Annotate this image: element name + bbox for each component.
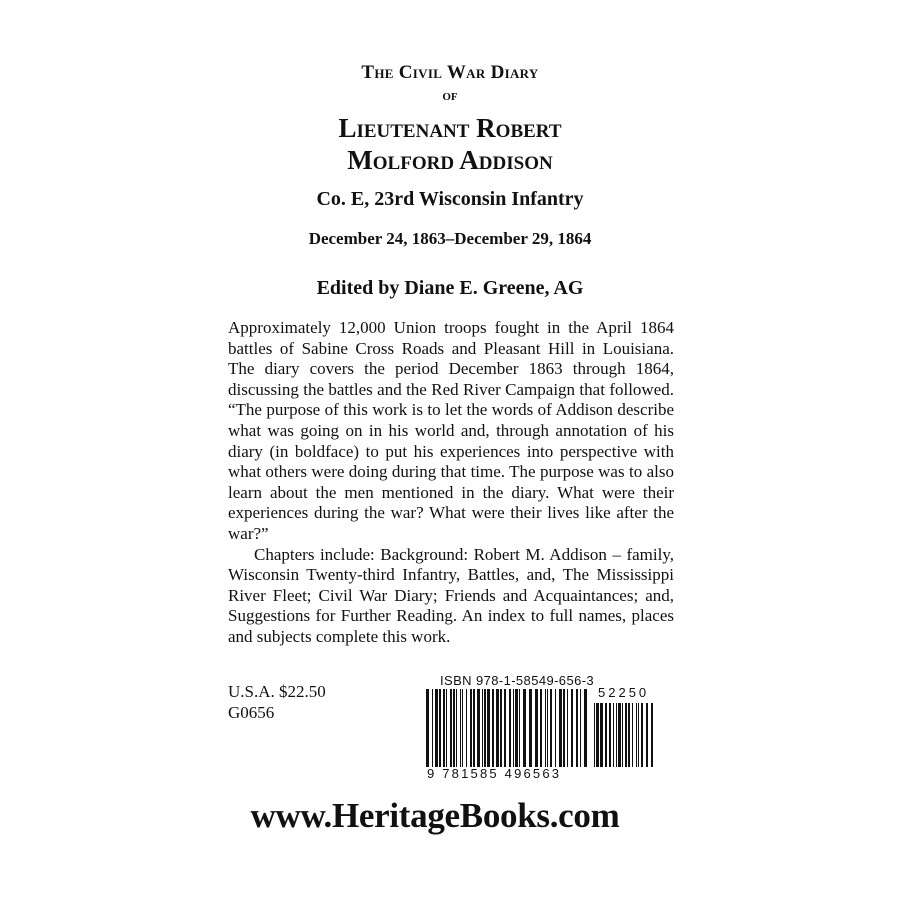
barcode-bar [628, 703, 630, 767]
barcode-bar [580, 689, 581, 767]
ean-barcode [426, 689, 588, 767]
barcode-bar [605, 703, 607, 767]
barcode-bar [618, 703, 621, 767]
barcode-bar [535, 689, 538, 767]
date-range: December 24, 1863–December 29, 1864 [308, 229, 592, 248]
barcode-bar [432, 689, 433, 767]
barcode-bar [616, 703, 617, 767]
barcode-bar [555, 689, 556, 767]
product-code: G0656 [228, 703, 275, 722]
barcode-bar [470, 689, 472, 767]
barcode-bar [651, 703, 653, 767]
title-line-1: The Civil War Diary [361, 62, 539, 83]
barcode-bar [545, 689, 546, 767]
ean-digits: 9 781585 496563 [427, 766, 562, 781]
barcode-bar [559, 689, 562, 767]
description-paragraph-2: Chapters include: Background: Robert M. Addison – family, Wisconsin Twenty-third Infantry, Battles, and, The Mississippi River Fleet; Civil War Diary; Friends and Acquaintances; and, Suggestions for Further Reading. An index to full names, places and subjects complete this work. [228, 544, 674, 646]
barcode-bar [509, 689, 511, 767]
barcode-bar [450, 689, 452, 767]
title-line-3: Lieutenant Robert [338, 113, 562, 143]
barcode-bar [576, 689, 578, 767]
isbn-label: ISBN 978-1-58549-656-3 [440, 673, 595, 688]
barcode-bar [477, 689, 480, 767]
barcode-bar [462, 689, 463, 767]
description [228, 318, 674, 648]
barcode-bar [439, 689, 441, 767]
barcode-bar [435, 689, 438, 767]
barcode-bar [529, 689, 532, 767]
barcode-bar [496, 689, 499, 767]
barcode-bar [540, 689, 542, 767]
barcode-bar [426, 689, 429, 767]
price-block [228, 681, 326, 723]
barcode-bar [504, 689, 506, 767]
barcode-bar [632, 703, 633, 767]
description-paragraph-1: Approximately 12,000 Union troops fought in the April 1864 battles of Sabine Cross Roads and Pleasant Hill in Louisiana. The diary covers the period December 1863 through 1864, discussing the battles and the Red River Campaign that followed. “The purpose of this work is to let the words of Addison describe what was going on in his world and, through annotation of his diary (in boldface) to put his experiences into perspective with what others were doing during that time. The purpose was to also learn about the men mentioned in the diary. What were their experiences during the war? What were their lives like after the war?” [228, 318, 674, 543]
barcode-bar [638, 703, 639, 767]
barcode-bar [625, 703, 627, 767]
editor-credit: Edited by Diane E. Greene, AG [316, 277, 584, 299]
barcode-bar [550, 689, 552, 767]
barcode-bar [622, 703, 623, 767]
barcode-bar [594, 703, 595, 767]
website-url: www.HeritageBooks.com [250, 796, 620, 835]
barcode-bar [487, 689, 490, 767]
barcode-bar [460, 689, 461, 767]
barcode-bar [613, 703, 614, 767]
barcode-bar [636, 703, 637, 767]
barcode-bar [600, 703, 603, 767]
title-line-2: of [442, 88, 458, 104]
barcode-bar [523, 689, 526, 767]
price: U.S.A. $22.50 [228, 682, 326, 701]
barcode-bar [443, 689, 445, 767]
title-line-4: Molford Addison [347, 145, 553, 175]
subtitle: Co. E, 23rd Wisconsin Infantry [316, 188, 584, 210]
barcode-bar [515, 689, 518, 767]
barcode-bar [563, 689, 565, 767]
barcode-bar [456, 689, 457, 767]
barcode-bar [596, 703, 599, 767]
barcode-bar [466, 689, 467, 767]
barcode-bar [484, 689, 486, 767]
barcode-bar [492, 689, 494, 767]
barcode-bar [453, 689, 455, 767]
barcode-bar [519, 689, 520, 767]
barcode-bar [513, 689, 514, 767]
barcode-bar [571, 689, 573, 767]
barcode-bar [646, 703, 648, 767]
addon-barcode [594, 703, 656, 767]
barcode-bar [482, 689, 483, 767]
barcode-bar [473, 689, 475, 767]
barcode-bar [547, 689, 548, 767]
barcode-bar [446, 689, 447, 767]
addon-digits: 52250 [598, 685, 650, 700]
barcode-bar [500, 689, 502, 767]
barcode-bar [584, 689, 587, 767]
barcode-bar [641, 703, 643, 767]
barcode-bar [567, 689, 568, 767]
barcode-bar [609, 703, 611, 767]
